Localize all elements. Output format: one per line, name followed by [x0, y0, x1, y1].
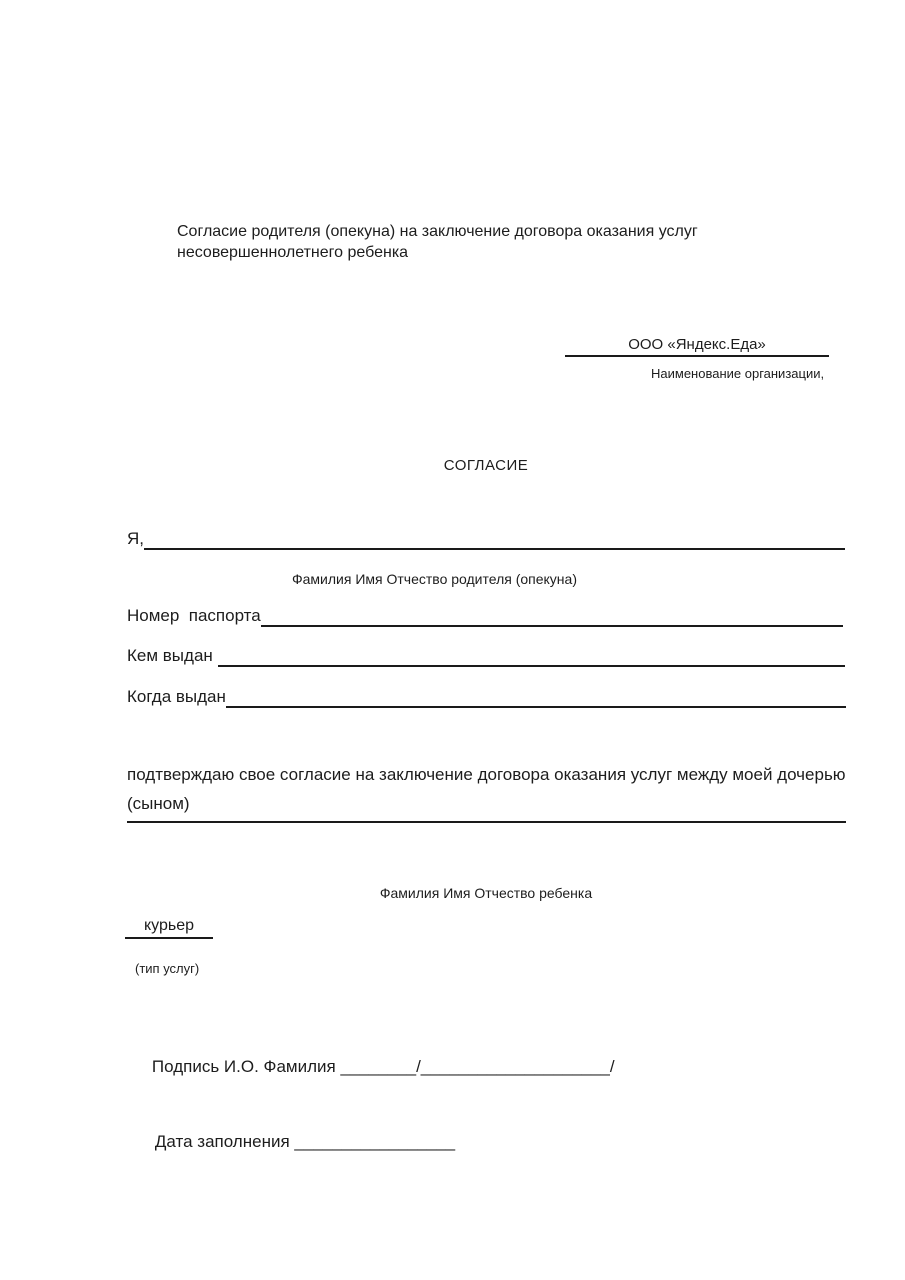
- issued-date-label: Когда выдан: [127, 687, 226, 706]
- issued-date-field: [127, 686, 846, 708]
- fill-date-blank-line: _________________: [294, 1132, 456, 1151]
- organization-name-line: ООО «Яндекс.Еда»: [565, 336, 829, 357]
- passport-number-blank-line: [261, 605, 843, 627]
- issued-by-field: [127, 645, 845, 667]
- fill-date-label: Дата заполнения: [154, 1132, 295, 1151]
- parent-name-field: [127, 528, 845, 550]
- child-field-caption: Фамилия Имя Отчество ребенка: [379, 885, 593, 901]
- passport-number-field: [127, 605, 843, 627]
- signature-label: Подпись И.О. Фамилия: [151, 1057, 341, 1076]
- fill-date-field: [136, 1112, 455, 1172]
- issued-date-blank-line: [226, 686, 846, 708]
- service-type-value: курьер: [125, 917, 213, 939]
- consent-heading: СОГЛАСИЕ: [443, 457, 529, 474]
- signature-field: [133, 1037, 615, 1097]
- consent-statement-text: подтверждаю свое согласие на заключение договора оказания услуг между моей дочерью (сыном): [127, 765, 846, 813]
- parent-field-caption: Фамилия Имя Отчество родителя (опекуна): [292, 571, 577, 587]
- signature-blank-line: ________/____________________/: [340, 1057, 615, 1076]
- parent-name-blank-line: [144, 528, 845, 550]
- document-title: Согласие родителя (опекуна) на заключение договора оказания услуг несовершеннолетнего ребенка: [177, 223, 698, 261]
- issued-by-label: Кем выдан: [127, 646, 218, 665]
- child-name-blank-line: [127, 800, 846, 823]
- parent-field-label: Я,: [127, 529, 144, 548]
- service-type-caption: (тип услуг): [135, 961, 200, 976]
- organization-caption: Наименование организации,: [651, 366, 825, 381]
- passport-number-label: Номер паспорта: [127, 606, 261, 625]
- issued-by-blank-line: [218, 645, 845, 667]
